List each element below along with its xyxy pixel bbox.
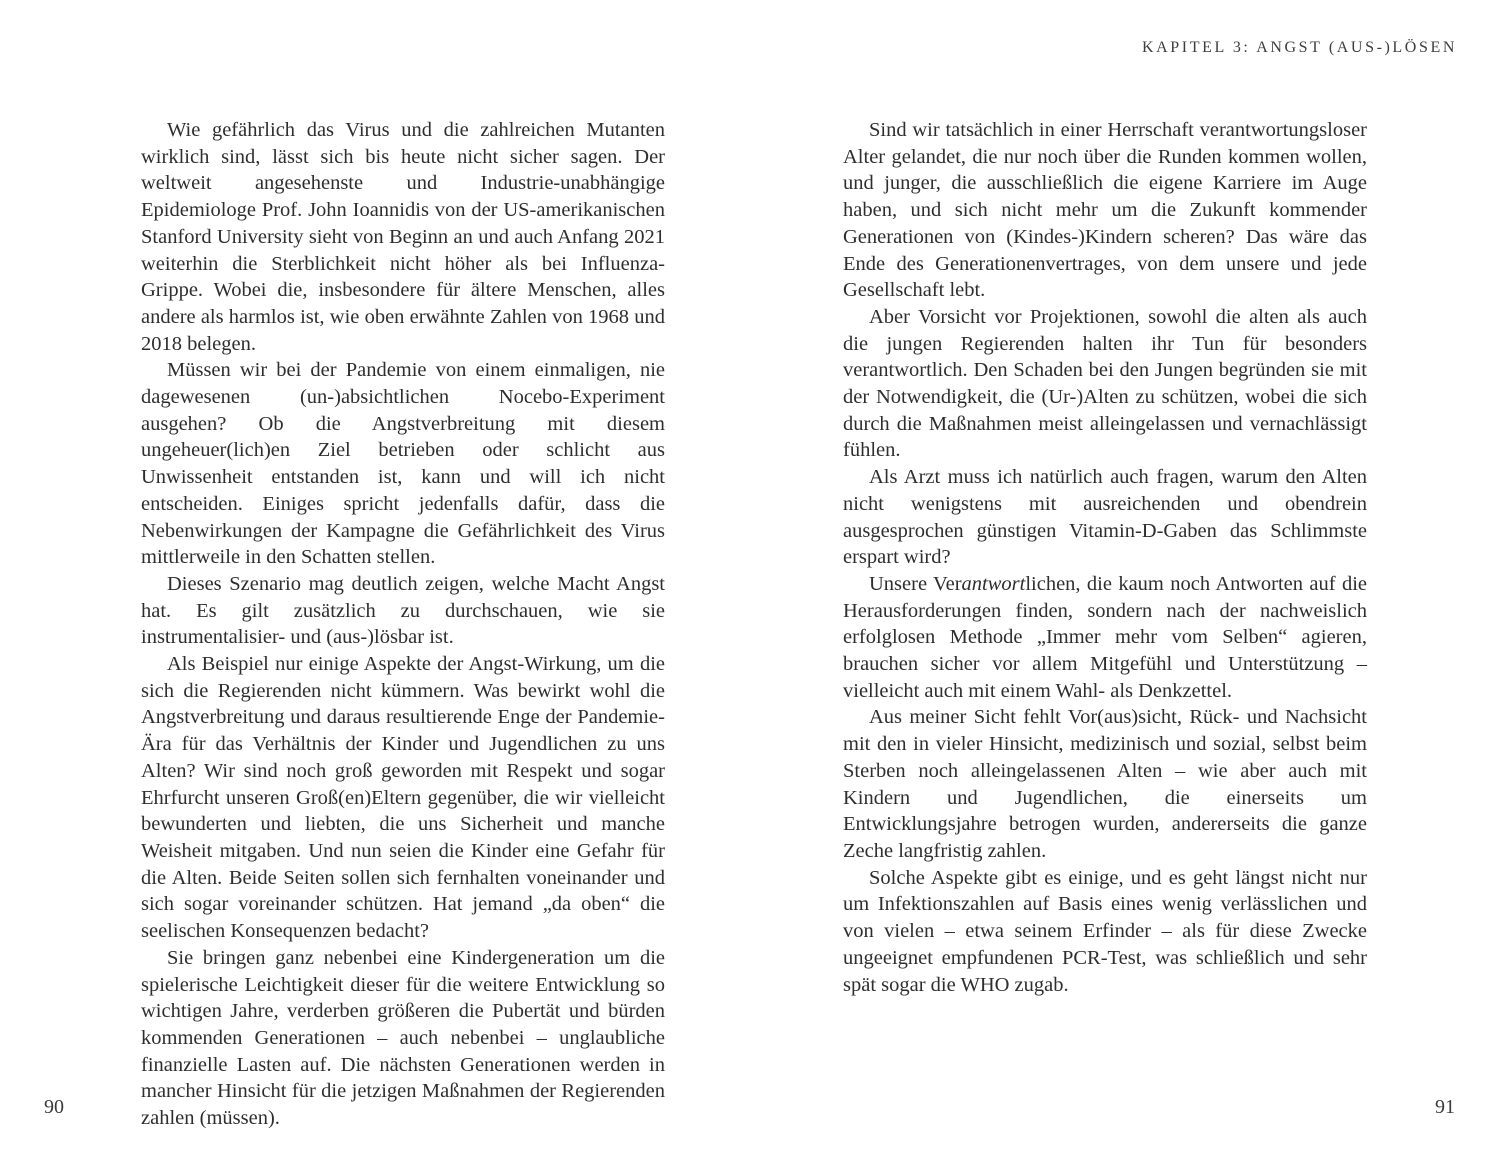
text-run: Sie bringen ganz nebenbei eine Kindergeneration um die spielerische Leichtigkeit dieser für die weitere Entwicklung so wichtigen Jahre, verderben größeren die Pubertät und bürden kommenden Generationen – auch nebenbei – unglaubliche finanzielle Lasten auf. Die nächsten Generationen werden in mancher Hinsicht für die jetzigen Maßnahmen der Regierenden zahlen (müssen).: [141, 946, 665, 1130]
paragraph: [843, 304, 1367, 464]
text-run: Solche Aspekte gibt es einige, und es geht längst nicht nur um Infektionszahlen auf Basis eines wenig verlässlichen und von vielen – etwa seinem Erfinder – als für diese Zwecke ungeeignet empfundenen PCR-Test, was schließlich und sehr spät sogar die WHO zugab.: [843, 866, 1367, 996]
paragraph: [141, 357, 665, 571]
text-run: antwort: [961, 572, 1026, 595]
text-run: Als Beispiel nur einige Aspekte der Angst-Wirkung, um die sich die Regierenden nicht kümmern. Was bewirkt wohl die Angstverbreitung und daraus resultierende Enge der Pandemie-Ära für das Verhältnis der Kinder und Jugendlichen zu uns Alten? Wir sind noch groß geworden mit Respekt und sogar Ehrfurcht unseren Groß(en)Eltern gegenüber, die wir vielleicht bewunderten und liebten, die uns Sicherheit und manche Weisheit mitgaben. Und nun seien die Kinder eine Gefahr für die Alten. Beide Seiten sollen sich fernhalten voneinander und sich sogar voreinander schützen. Hat jemand „da oben“ die seelischen Konsequenzen bedacht?: [141, 653, 665, 943]
right-page-text-column: [843, 117, 1367, 998]
paragraph: [843, 571, 1367, 705]
text-run: Müssen wir bei der Pandemie von einem einmaligen, nie dagewesenen (un-)absichtlichen Nocebo-Experiment ausgehen? Ob die Angstverbreitung mit diesem ungeheuer(lich)en Ziel betrieben oder schlicht aus Unwissenheit entstanden ist, kann und will ich nicht entscheiden. Einiges spricht jedenfalls dafür, dass die Nebenwirkungen der Kampagne die Gefährlichkeit des Virus mittlerweile in den Schatten stellen.: [141, 359, 665, 569]
left-page-number: 90: [44, 1096, 64, 1118]
right-page-number: 91: [1435, 1096, 1455, 1118]
left-page-text-column: [141, 117, 665, 1132]
paragraph: [843, 117, 1367, 304]
text-run: Aus meiner Sicht fehlt Vor(aus)sicht, Rück- und Nachsicht mit den in vieler Hinsicht, medizinisch und sozial, selbst beim Sterben noch alleingelassenen Alten – wie aber auch mit Kindern und Jugendlichen, die einerseits um Entwicklungsjahre betrogen wurden, andererseits die ganze Zeche langfristig zahlen.: [843, 706, 1367, 862]
paragraph: [843, 464, 1367, 571]
text-run: Sind wir tatsächlich in einer Herrschaft verantwortungsloser Alter gelandet, die nur noch über die Runden kommen wollen, und junger, die ausschließlich die eigene Karriere im Auge haben, und sich nicht mehr um die Zukunft kommender Generationen von (Kindes-)Kindern scheren? Das wäre das Ende des Generationenvertrages, von dem unsere und jede Gesellschaft lebt.: [843, 119, 1367, 302]
text-run: Dieses Szenario mag deutlich zeigen, welche Macht Angst hat. Es gilt zusätzlich zu durchschauen, wie sie instrumentalisier- und (aus-)lösbar ist.: [141, 572, 665, 649]
paragraph: [141, 117, 665, 357]
paragraph: [843, 704, 1367, 864]
chapter-running-header: KAPITEL 3: ANGST (AUS-)LÖSEN: [1141, 39, 1457, 56]
paragraph: [141, 945, 665, 1132]
text-run: lichen, die kaum noch Antworten auf die Herausforderungen finden, sondern nach der nachweislich erfolglosen Methode „Immer mehr vom Selben“ agieren, brauchen sicher vor allem Mitgefühl und Unterstützung – vielleicht auch mit einem Wahl- als Denkzettel.: [843, 572, 1367, 702]
paragraph: [141, 571, 665, 651]
text-run: Wie gefährlich das Virus und die zahlreichen Mutanten wirklich sind, lässt sich bis heute nicht sicher sagen. Der weltweit angesehenste und Industrie-unabhängige Epidemiologe Prof. John Ioannidis von der US-amerikanischen Stanford University sieht von Beginn an und auch Anfang 2021 weiterhin die Sterblichkeit nicht höher als bei Influenza-Grippe. Wobei die, insbesondere für ältere Menschen, alles andere als harmlos ist, wie oben erwähnte Zahlen von 1968 und 2018 belegen.: [141, 119, 665, 355]
text-run: Aber Vorsicht vor Projektionen, sowohl die alten als auch die jungen Regierenden halten ihr Tun für besonders verantwortlich. Den Schaden bei den Jungen begründen sie mit der Notwendigkeit, die (Ur-)Alten zu schützen, wobei die sich durch die Maßnahmen meist alleingelassen und vernachlässigt fühlen.: [843, 305, 1367, 462]
paragraph: [141, 651, 665, 945]
paragraph: [843, 865, 1367, 999]
text-run: Als Arzt muss ich natürlich auch fragen, warum den Alten nicht wenigstens mit ausreichenden und obendrein ausgesprochen günstigen Vitamin-D-Gaben das Schlimmste erspart wird?: [843, 466, 1367, 569]
text-run: Unsere Ver: [869, 572, 962, 595]
